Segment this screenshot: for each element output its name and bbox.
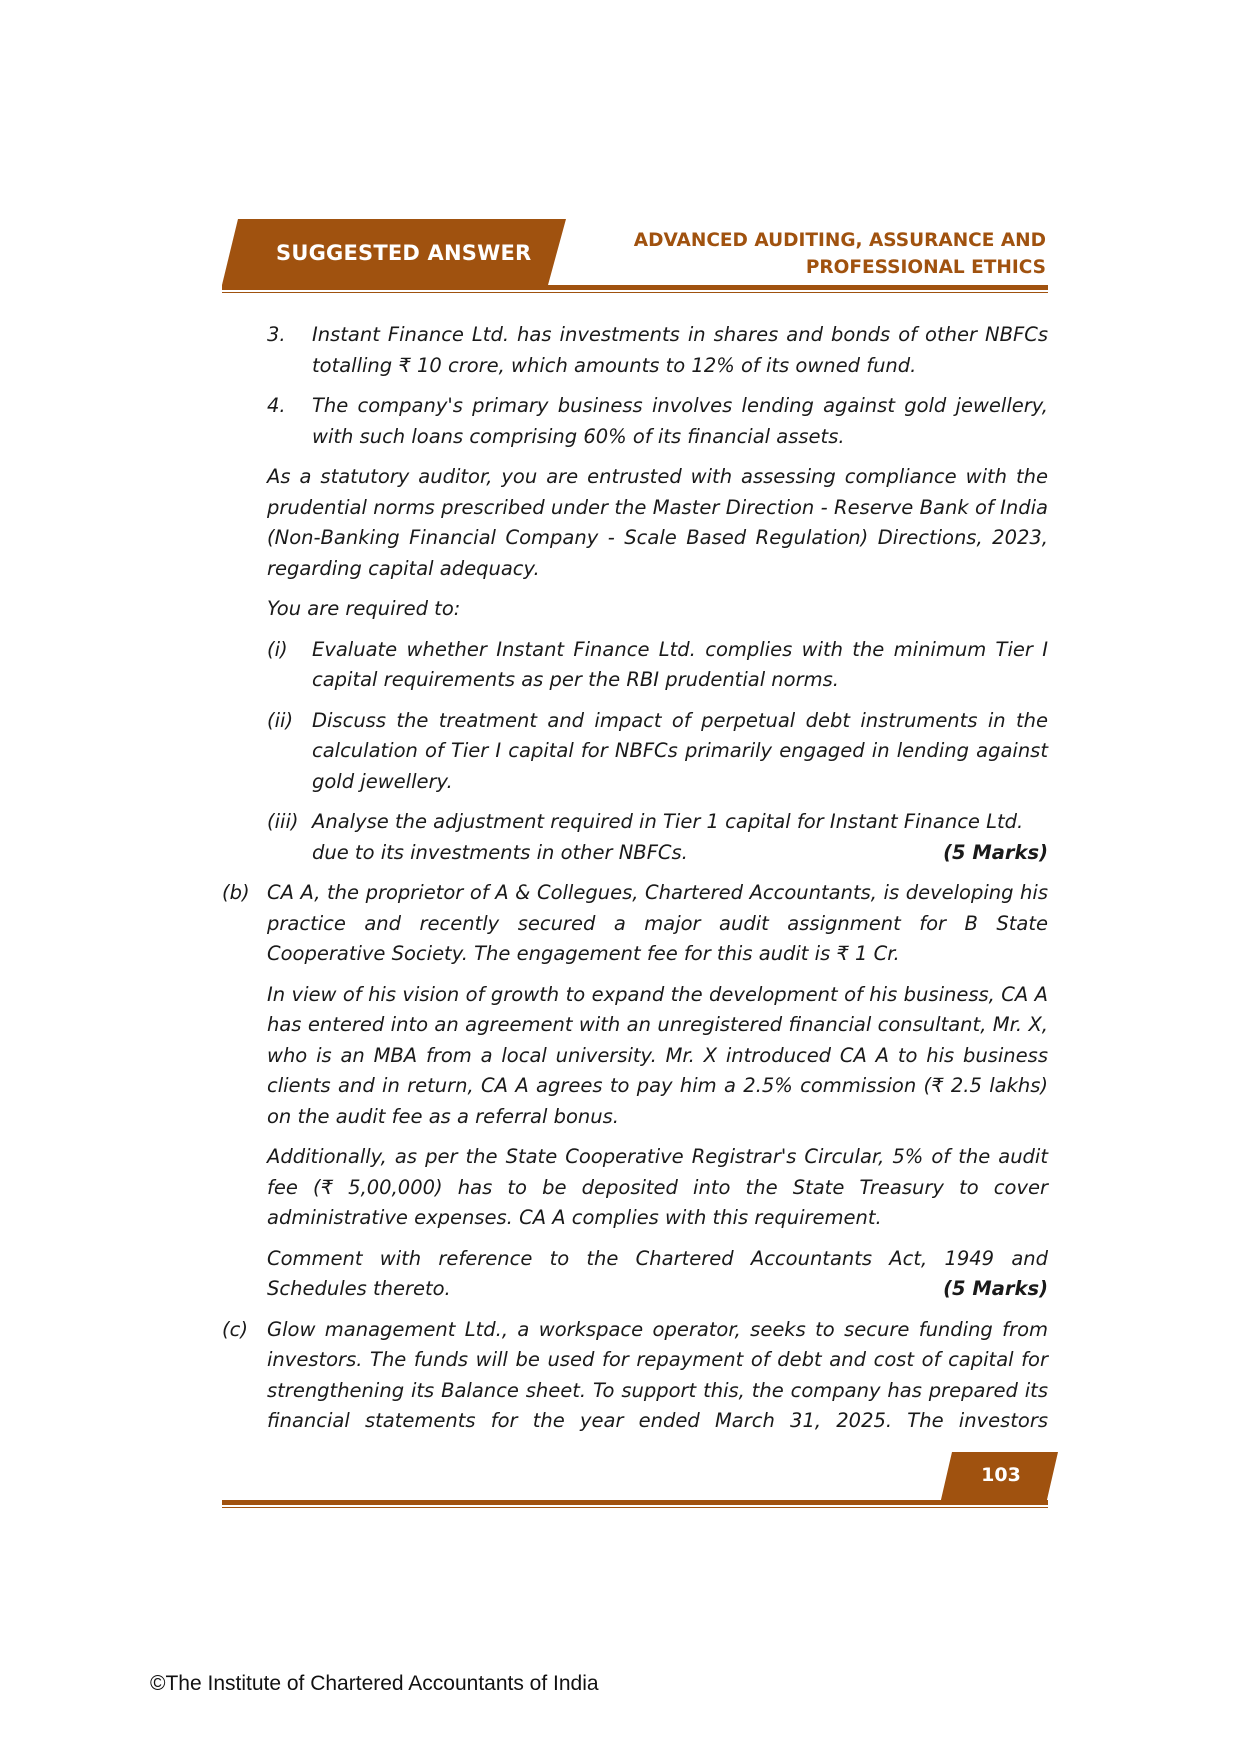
- part-b-paragraph: Additionally, as per the State Cooperative Registrar's Circular, 5% of the audit fee (₹ 5,00,000) has to be deposited into the State Treasury to cover administrative expenses. CA A complies with this requirement.: [267, 1145, 1048, 1229]
- question-content: [222, 320, 1048, 1447]
- requirement-text: Analyse the adjustment required in Tier 1 capital for Instant Finance Ltd.: [312, 810, 1024, 833]
- requirement-label: (ii): [267, 708, 294, 732]
- marks-badge: (5 Marks): [943, 1277, 1048, 1300]
- requirement-label: (iii): [267, 810, 299, 833]
- fact-number: 3.: [267, 323, 286, 346]
- part-label: (c): [222, 1317, 248, 1341]
- part-c-paragraph: Glow management Ltd., a workspace operator, seeks to secure funding from investors. The funds will be used for repayment of debt and cost of capital for strengthening its Balance sheet. To support this, the company has prepared its financial statements for the year ended March 31, 2025. The investors: [267, 1317, 1048, 1432]
- fact-text: The company's primary business involves lending against gold jewellery, with such loans comprising 60% of its financial assets.: [312, 394, 1048, 448]
- marks-badge: (5 Marks): [943, 840, 1048, 864]
- header-subject-line2: PROFESSIONAL ETHICS: [805, 257, 1046, 278]
- part-label: (b): [222, 881, 250, 904]
- fact-text: Instant Finance Ltd. has investments in shares and bonds of other NBFCs totalling ₹ 10 crore, which amounts to 12% of its owned fund.: [312, 323, 1048, 377]
- part-b-question-line: Comment with reference to the Chartered Accountants Act, 1949 and: [267, 1246, 1048, 1270]
- requirement-label: (i): [267, 637, 288, 661]
- header-subject-title: [566, 227, 1046, 281]
- footer-rule: [222, 1500, 1048, 1505]
- required-intro: You are required to:: [267, 597, 461, 620]
- requirement-text: due to its investments in other NBFCs.: [312, 840, 688, 864]
- fact-list: [222, 320, 1048, 452]
- part-b-body: [267, 878, 1048, 1305]
- fact-item: [267, 391, 1048, 452]
- part-b-question-line: Schedules thereto.: [267, 1277, 451, 1300]
- requirement-item: [267, 807, 1048, 868]
- part-a-body: [222, 462, 1048, 868]
- page-number: 103: [981, 1464, 1021, 1486]
- footer-rule-thin: [222, 1507, 1048, 1508]
- part-b-question: [267, 1244, 1048, 1305]
- requirement-marks-line: [312, 838, 1048, 869]
- fact-item: [267, 320, 1048, 381]
- part-c: [222, 1315, 1048, 1437]
- part-b-marks-line: [267, 1274, 1048, 1305]
- part-b-paragraph: In view of his vision of growth to expand the development of his business, CA A has entered into an agreement with an unregistered financial consultant, Mr. X, who is an MBA from a local university. Mr. X introduced CA A to his business clients and in return, CA A agrees to pay him a 2.5% commission (₹ 2.5 lakhs) on the audit fee as a referral bonus.: [267, 982, 1048, 1128]
- fact-number: 4.: [267, 394, 286, 417]
- requirement-text: Evaluate whether Instant Finance Ltd. complies with the minimum Tier I capital requirements as per the RBI prudential norms.: [312, 637, 1048, 691]
- requirement-item: [267, 706, 1048, 798]
- requirement-text: Discuss the treatment and impact of perpetual debt instruments in the calculation of Tier I capital for NBFCs primarily engaged in lending against gold jewellery.: [312, 708, 1048, 793]
- copyright-notice: ©The Institute of Chartered Accountants of India: [150, 1672, 599, 1695]
- requirement-text-block: [312, 807, 1048, 868]
- header-rule-thin: [222, 292, 1048, 293]
- part-b-paragraph: CA A, the proprietor of A & Collegues, Chartered Accountants, is developing his practice and recently secured a major audit assignment for B State Cooperative Society. The engagement fee for this audit is ₹ 1 Cr.: [267, 881, 1048, 965]
- part-a-paragraph: As a statutory auditor, you are entrusted with assessing compliance with the prudential norms prescribed under the Master Direction - Reserve Bank of India (Non-Banking Financial Company - Scale Based Regulation) Directions, 2023, regarding capital adequacy.: [267, 465, 1048, 580]
- part-b: [222, 878, 1048, 1305]
- header-rule: [222, 285, 1048, 290]
- header-tab-label: SUGGESTED ANSWER: [276, 241, 532, 265]
- requirement-item: [267, 635, 1048, 696]
- header-subject-line1: ADVANCED AUDITING, ASSURANCE AND: [633, 230, 1046, 251]
